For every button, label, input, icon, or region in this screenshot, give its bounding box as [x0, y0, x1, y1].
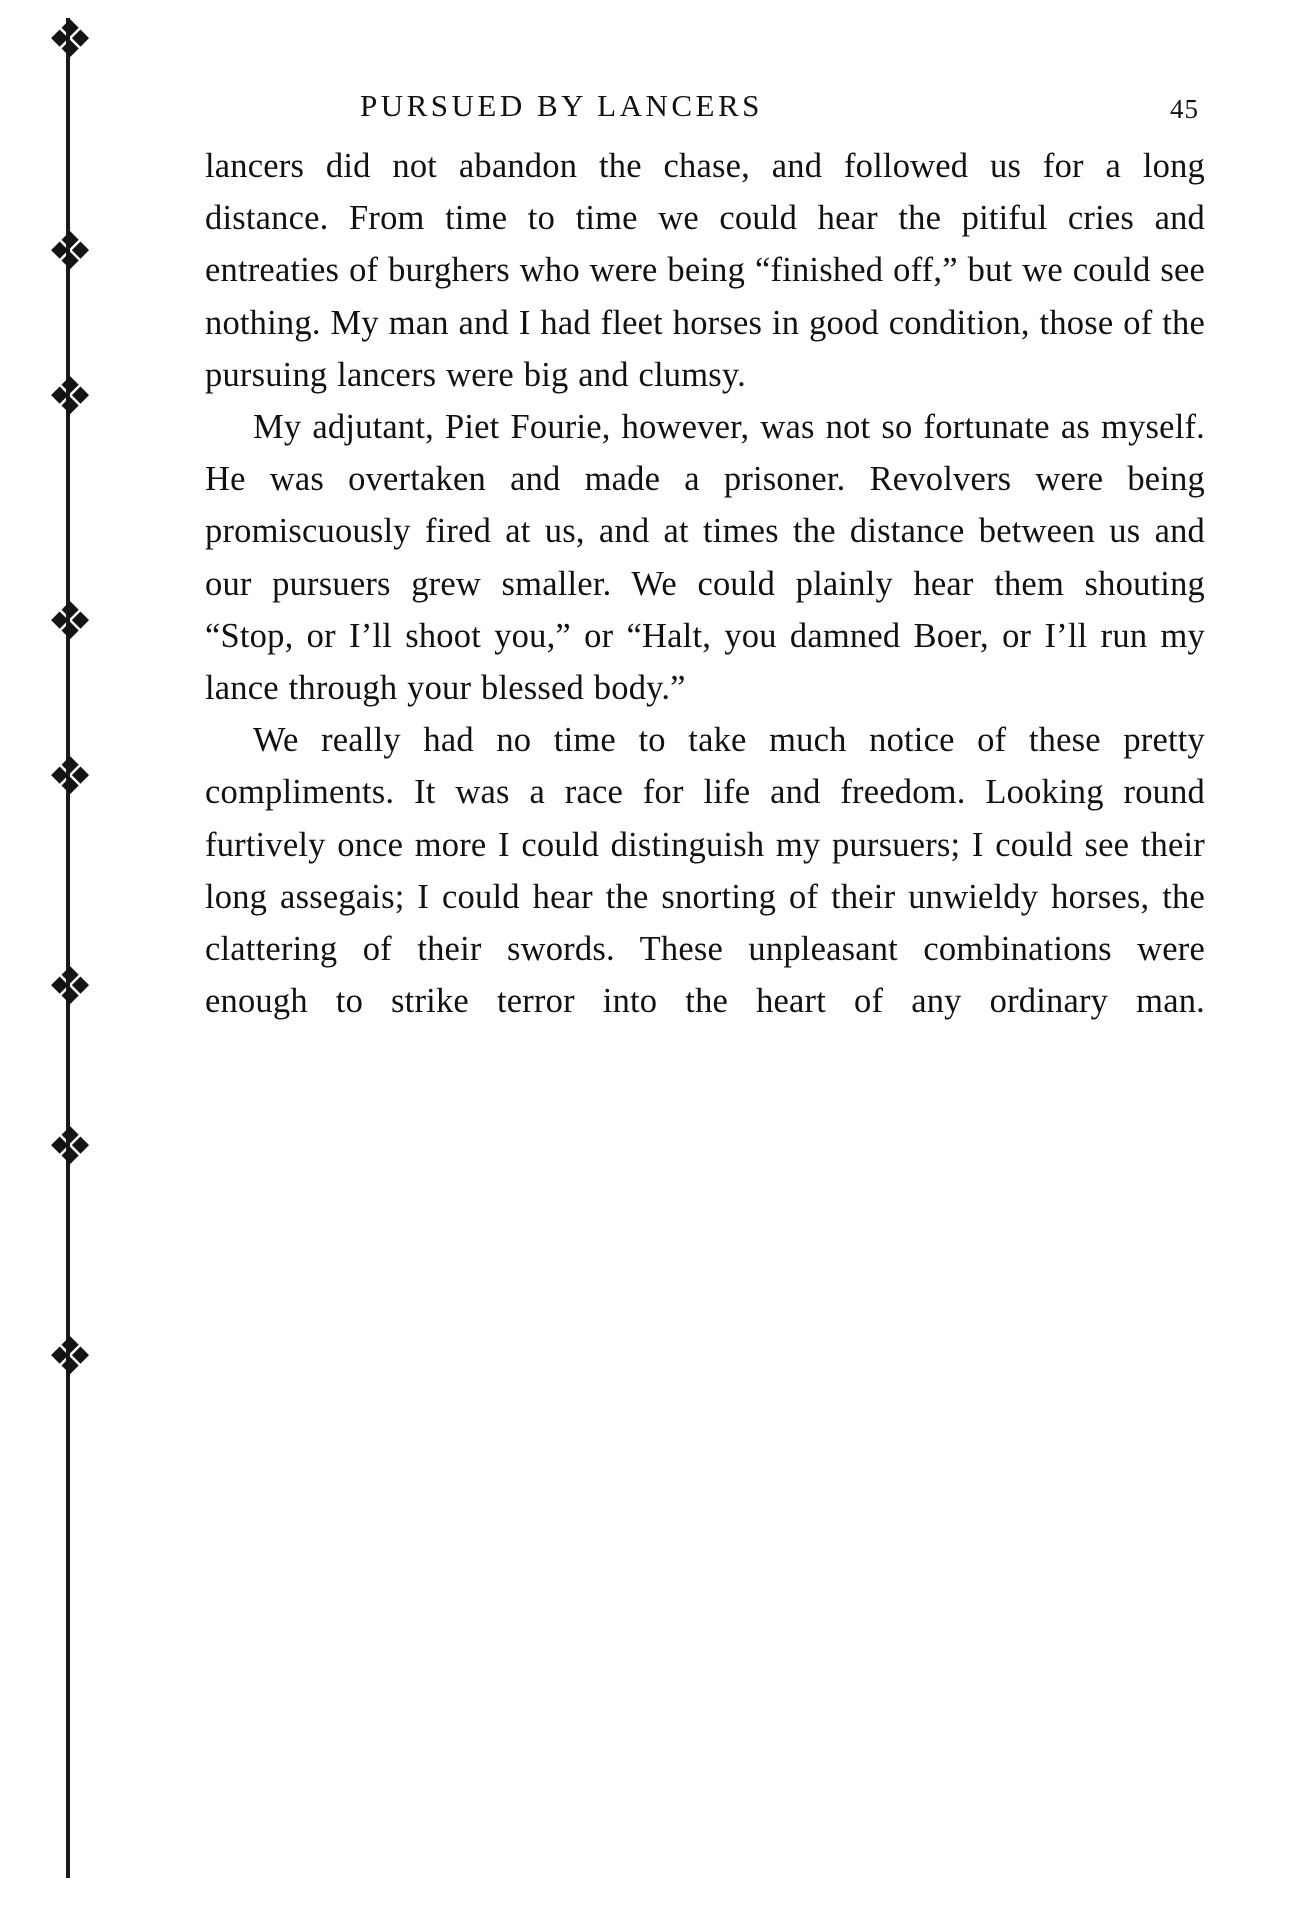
running-head [205, 88, 1205, 128]
ornament-blot-icon: ❖ [46, 1117, 94, 1177]
ornament-blot-icon: ❖ [46, 747, 94, 807]
page-number: 45 [1170, 94, 1199, 124]
ornament-blot-icon: ❖ [46, 592, 94, 652]
body-text [205, 140, 1205, 1080]
page [205, 0, 1205, 1910]
running-head-title: PURSUED BY LANCERS [360, 88, 763, 123]
ornament-blot-icon: ❖ [46, 367, 94, 427]
ornament-blot-icon: ❖ [46, 957, 94, 1017]
margin-vertical-rule [66, 18, 70, 1878]
paragraph: We really had no time to take much notice of these pretty compliments. It was a race for life and freedom. Looking round furtively once more I could distinguish my pursuers; I could see their long assegais; I could hear the snorting of their unwieldy horses, the clattering of their swords. These unpleasant combinations were enough to strike terror into the heart of any ordinary man. [205, 721, 1205, 1021]
paragraph: My adjutant, Piet Fourie, however, was not so fortunate as myself. He was overtaken and made a prisoner. Revolvers were being promiscuously fired at us, and at times the distance between us and our pursuers grew smaller. We could plainly hear them shouting “Stop, or I’ll shoot you,” or “Halt, you damned Boer, or I’ll run my lance through your blessed body.” [205, 408, 1205, 708]
paragraph: lancers did not abandon the chase, and followed us for a long distance. From time to time we could hear the pitiful cries and entreaties of burghers who were being “finished off,” but we could see nothing. My man and I had fleet horses in good condition, those of the pursuing lancers were big and clumsy. [205, 147, 1205, 394]
ornament-blot-icon: ❖ [46, 222, 94, 282]
ornament-blot-icon: ❖ [46, 1327, 94, 1387]
margin-ornament [30, 0, 120, 1910]
ornament-blot-icon: ❖ [46, 10, 94, 70]
